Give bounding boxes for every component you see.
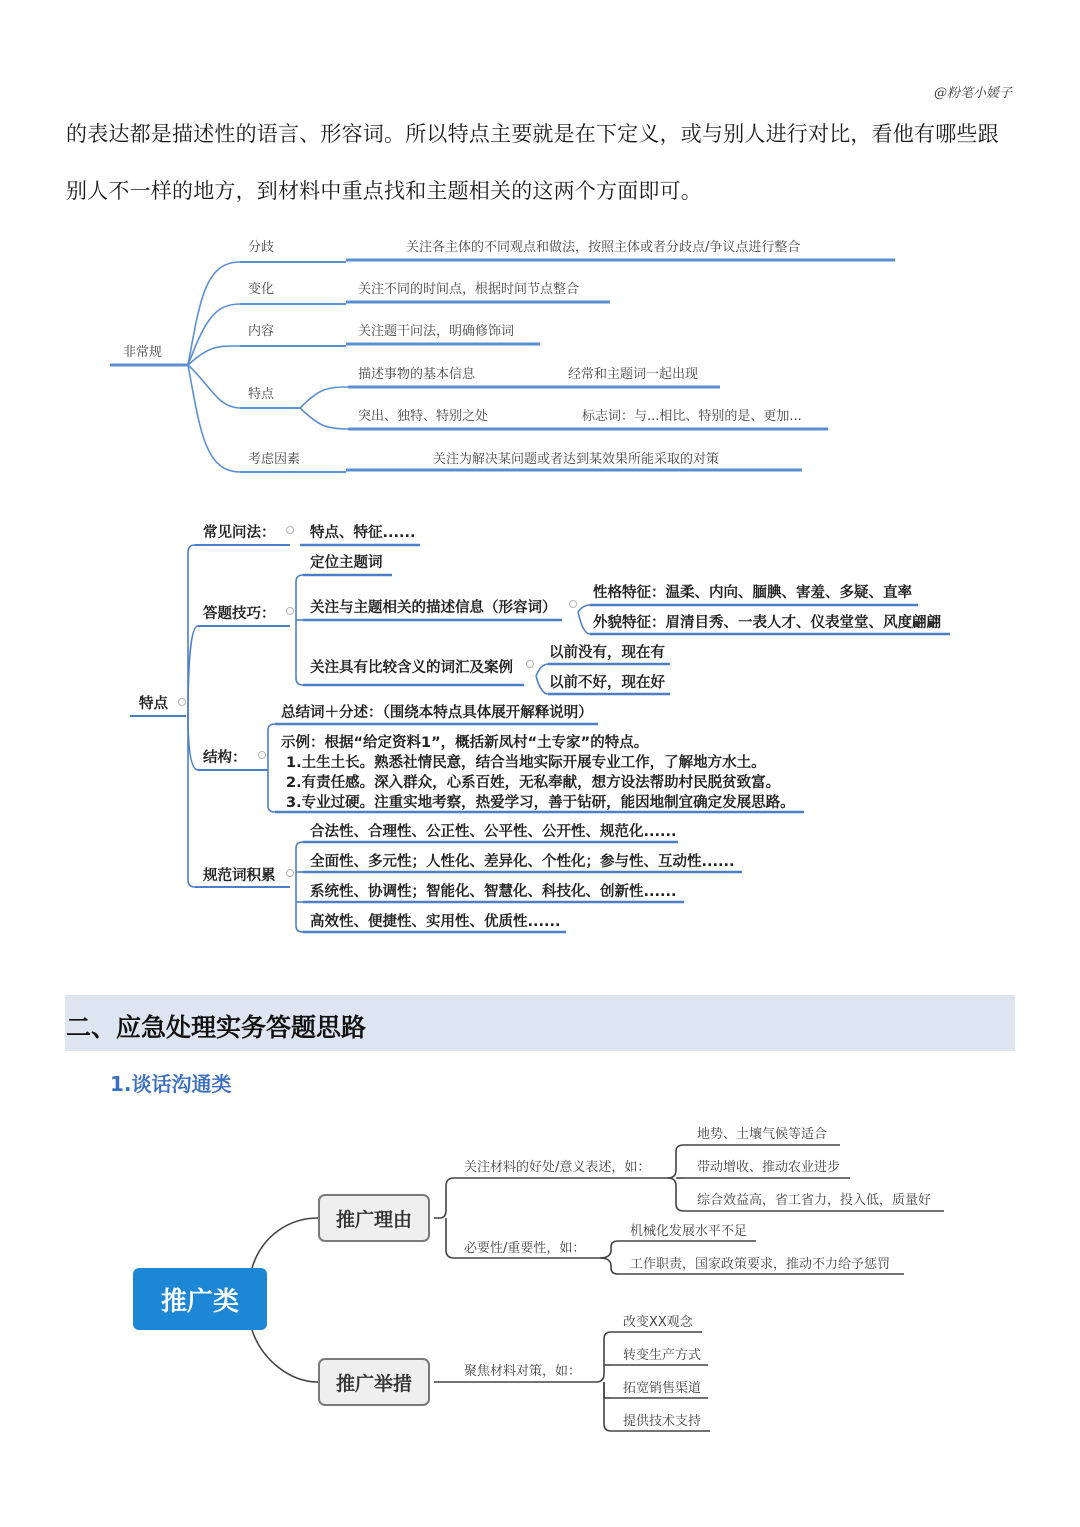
mindmap2-example-line: 示例：根据“给定资料1”，概括新凤村“土专家”的特点。 xyxy=(281,735,649,751)
intro-line-2: 别人不一样的地方，到材料中重点找和主题相关的这两个方面即可。 xyxy=(66,179,702,203)
mindmap2-root: 特点 xyxy=(139,696,168,712)
mindmap1-child-label: 描述事物的基本信息 xyxy=(358,367,476,382)
mindmap2-example-line: 3.专业过硬。注重实地考察，热爱学习，善于钻研，能因地制宜确定发展思路。 xyxy=(286,795,795,811)
mindmap1-branch-label: 分歧 xyxy=(248,240,275,255)
mindmap2-formula: 总结词＋分述：（围绕本特点具体展开解释说明） xyxy=(281,705,593,721)
mindmap3-reason-box: 推广理由 xyxy=(318,1194,430,1242)
mindmap1-root: 非常规 xyxy=(123,345,163,360)
mindmap2-locate: 定位主题词 xyxy=(310,555,383,571)
mindmap3-measure-item: 转变生产方式 xyxy=(623,1348,702,1363)
mindmap2-describe: 关注与主题相关的描述信息（形容词） xyxy=(310,600,557,616)
mindmap2-before-bad: 以前不好，现在好 xyxy=(549,675,665,691)
mindmap3-measure-item: 拓宽销售渠道 xyxy=(623,1381,702,1396)
mindmap2-technique-label: 答题技巧： xyxy=(203,606,276,622)
mindmap2-vocab-item: 合法性、合理性、公正性、公平性、公开性、规范化...... xyxy=(310,824,677,840)
mindmap1-branch-label: 内容 xyxy=(248,324,275,339)
mindmap3-necessity-label: 必要性/重要性，如： xyxy=(464,1241,586,1256)
mindmap1-branch-detail: 关注题干问法，明确修饰词 xyxy=(358,324,515,339)
mindmap2-vocab-item: 高效性、便捷性、实用性、优质性...... xyxy=(310,914,561,930)
mindmap2-example-line: 1.土生土长。熟悉社情民意，结合当地实际开展专业工作，了解地方水土。 xyxy=(286,755,766,771)
mindmap3-benefit-label: 关注材料的好处/意义表述，如： xyxy=(464,1160,651,1175)
mindmap1-child-label: 突出、独特、特别之处 xyxy=(358,409,489,424)
mindmap3-benefit-item: 综合效益高，省工省力，投入低，质量好 xyxy=(697,1193,932,1208)
mindmap3-measure-box: 推广举措 xyxy=(318,1358,430,1406)
mindmap1-branch-label: 特点 xyxy=(248,387,275,402)
mindmap1-branch-detail: 关注不同的时间点，根据时间节点整合 xyxy=(358,282,580,297)
mindmap2-vocab-label: 规范词积累 xyxy=(203,868,276,884)
mindmap2-vocab-item: 全面性、多元性；人性化、差异化、个性化；参与性、互动性...... xyxy=(310,854,735,870)
section-title: 二、应急处理实务答题思路 xyxy=(66,1013,367,1042)
mindmap2-compare: 关注具有比较含义的词汇及案例 xyxy=(310,660,513,676)
mindmap3-measure-item: 改变XX观念 xyxy=(623,1315,693,1330)
mindmap1-branch-detail: 关注各主体的不同观点和做法，按照主体或者分歧点/争议点进行整合 xyxy=(406,240,801,255)
mindmap3-benefit-item: 地势、土壤气候等适合 xyxy=(697,1127,828,1142)
mindmap1-branch-label: 变化 xyxy=(248,282,275,297)
intro-line-1: 的表达都是描述性的语言、形容词。所以特点主要就是在下定义，或与别人进行对比，看他有哪些跟 xyxy=(66,122,999,146)
mindmap3-root: 推广类 xyxy=(133,1268,267,1330)
mindmap2-appearance: 外貌特征：眉清目秀、一表人才、仪表堂堂、风度翩翩 xyxy=(593,615,941,631)
mindmap1-branch-detail: 关注为解决某问题或者达到某效果所能采取的对策 xyxy=(433,452,720,467)
mindmap2-before-none: 以前没有，现在有 xyxy=(549,645,665,661)
section-subtitle: 1.谈话沟通类 xyxy=(110,1072,232,1096)
mindmap2-common-label: 常见问法： xyxy=(203,525,276,541)
mindmap3-necessity-item: 机械化发展水平不足 xyxy=(630,1224,748,1239)
mindmap1-child-detail: 经常和主题词一起出现 xyxy=(568,367,699,382)
mindmap1-branch-label: 考虑因素 xyxy=(248,452,301,467)
mindmap2-vocab-item: 系统性、协调性；智能化、智慧化、科技化、创新性...... xyxy=(310,884,677,900)
mindmap3-focus-label: 聚焦材料对策，如： xyxy=(464,1364,582,1379)
mindmap2-personality: 性格特征：温柔、内向、腼腆、害羞、多疑、直率 xyxy=(593,585,912,601)
mindmap1-child-detail: 标志词：与...相比、特别的是、更加... xyxy=(582,409,802,424)
mindmap2-example-line: 2.有责任感。深入群众，心系百姓，无私奉献，想方设法帮助村民脱贫致富。 xyxy=(286,775,781,791)
mindmap3-necessity-item: 工作职责，国家政策要求，推动不力给予惩罚 xyxy=(630,1257,891,1272)
mindmap2-common-value: 特点、特征...... xyxy=(310,525,416,541)
watermark: @粉笔小媛子 xyxy=(933,86,1012,101)
mindmap2-structure-label: 结构： xyxy=(203,750,247,766)
mindmap3-measure-item: 提供技术支持 xyxy=(623,1414,702,1429)
mindmap3-benefit-item: 带动增收、推动农业进步 xyxy=(697,1160,841,1175)
